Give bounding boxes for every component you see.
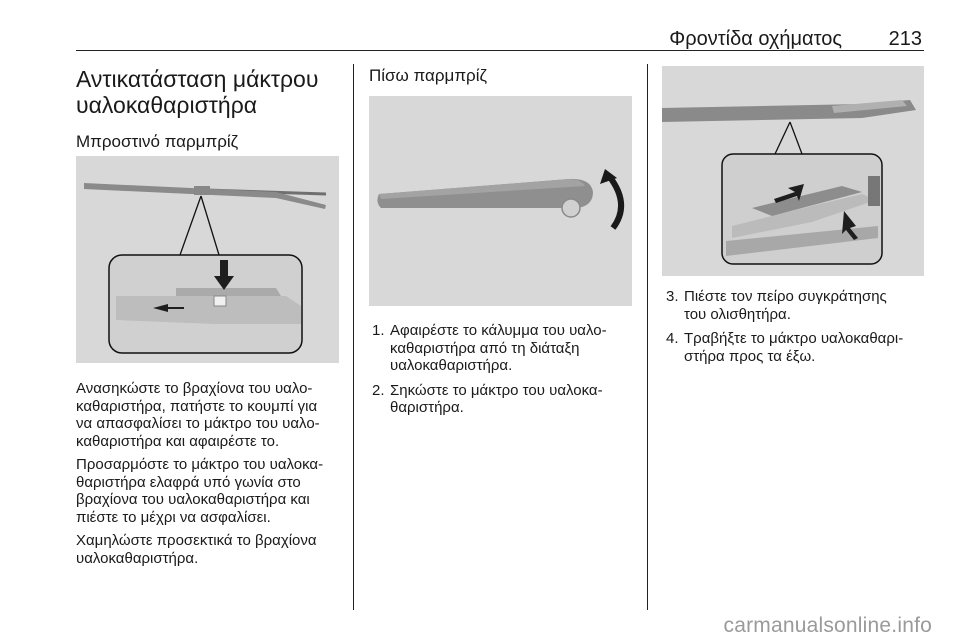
rear-wiper-blade-drawing <box>662 66 924 276</box>
text-line: καθαριστήρα, πατήστε το κουμπί για <box>76 397 318 415</box>
text-line: βραχίονα του υαλοκαθαριστήρα και <box>76 491 310 508</box>
step-item <box>666 330 928 365</box>
text-line: Σηκώστε το μάκτρο του υαλοκα- <box>390 381 603 399</box>
text-line: Τραβήξτε το μάκτρο υαλοκαθαρι- <box>684 330 904 347</box>
section-title: Φροντίδα οχήματος <box>669 28 842 50</box>
text-line: Χαμηλώστε προσεκτικά το βραχίονα <box>76 532 317 549</box>
main-heading-line: Αντικατάσταση μάκτρου <box>76 66 319 92</box>
text-line: υαλοκαθαριστήρα. <box>76 549 199 567</box>
text-line: Προσαρμόστε το μάκτρο του υαλοκα- <box>76 456 324 473</box>
right-column-steps <box>666 288 928 372</box>
text-line: Ανασηκώστε το βραχίονα του υαλο- <box>76 380 313 397</box>
page-number: 213 <box>888 28 922 50</box>
middle-column-steps <box>372 322 642 424</box>
step-item <box>372 322 642 375</box>
text-line: Αφαιρέστε το κάλυμμα του υαλο- <box>390 322 607 339</box>
paragraph-lower-arm <box>76 532 344 567</box>
front-wiper-illustration <box>76 156 339 363</box>
rear-wiper-steps-list-continued <box>666 288 928 365</box>
paragraph-remove-blade <box>76 380 344 450</box>
rear-windscreen-heading: Πίσω παρμπρίζ <box>369 66 487 85</box>
step-item <box>666 288 928 323</box>
middle-column <box>369 66 637 86</box>
text-line: θαριστήρα. <box>390 399 464 416</box>
step-item <box>372 382 642 417</box>
text-line: να απασφαλίσει το μάκτρο του υαλο- <box>76 415 320 432</box>
text-line: στήρα προς τα έξω. <box>684 347 816 365</box>
text-line: καθαριστήρα και αφαιρέστε το. <box>76 432 280 450</box>
rear-wiper-steps-list <box>372 322 642 417</box>
left-column <box>76 66 341 152</box>
text-line: θαριστήρα ελαφρά υπό γωνία στο <box>76 473 301 491</box>
rear-wiper-cover-drawing <box>369 96 632 306</box>
paragraph-attach-blade <box>76 456 344 526</box>
front-windscreen-subheading: Μπροστινό παρμπρίζ <box>76 132 239 151</box>
main-heading-line: υαλοκαθαριστήρα <box>76 92 258 118</box>
text-line: Πιέστε τον πείρο συγκράτησης <box>684 288 887 305</box>
step-number: 4. <box>666 330 679 347</box>
step-number: 3. <box>666 288 679 305</box>
rear-wiper-blade-illustration <box>662 66 924 276</box>
text-line: καθαριστήρα από τη διάταξη <box>390 339 580 357</box>
front-wiper-drawing <box>76 156 339 363</box>
rear-wiper-cover-illustration <box>369 96 632 306</box>
column-divider-left <box>353 64 354 610</box>
column-divider-right <box>647 64 648 610</box>
text-line: υαλοκαθαριστήρα. <box>390 357 513 374</box>
text-line: του ολισθητήρα. <box>684 305 791 323</box>
text-line: πιέστε το μέχρι να ασφαλίσει. <box>76 508 271 526</box>
step-number: 1. <box>372 322 385 339</box>
main-heading <box>76 66 341 118</box>
header-rule <box>76 50 924 51</box>
left-column-text <box>76 380 344 567</box>
watermark: carmanualsonline.info <box>723 614 932 637</box>
step-number: 2. <box>372 381 385 399</box>
